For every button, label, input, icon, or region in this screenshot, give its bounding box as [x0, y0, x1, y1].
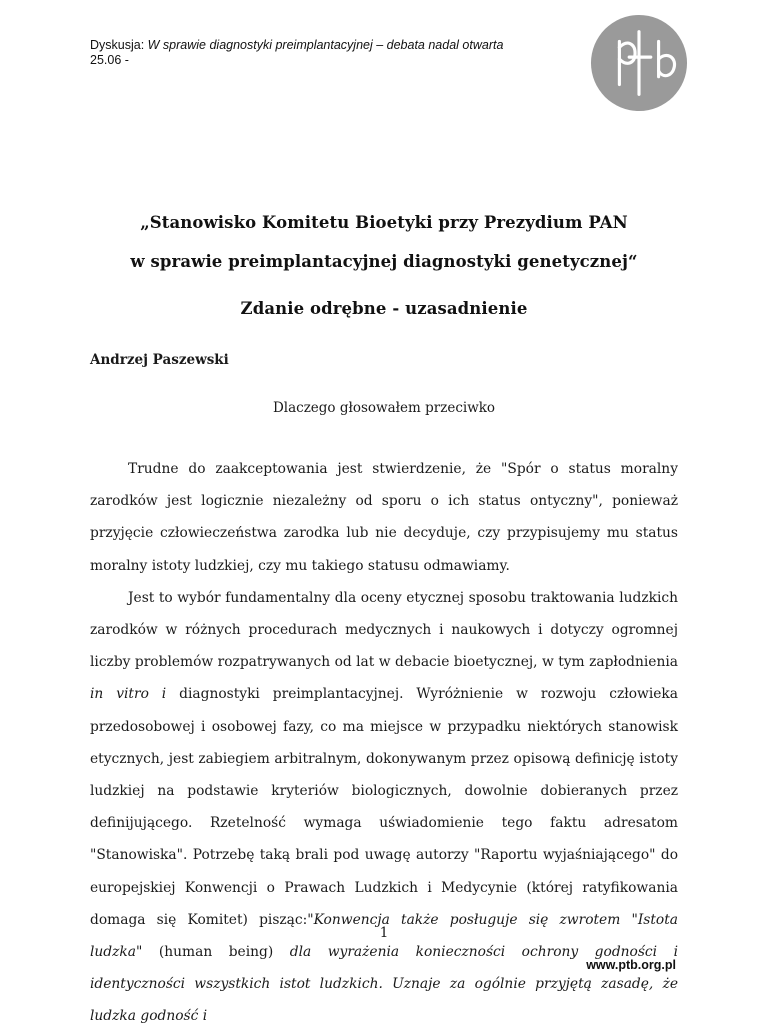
paragraph-2-part-a: Jest to wybór fundamentalny dla oceny etycznej sposobu traktowania ludzkich zarodków w różnych procedurach medycznych i naukowych i dotyczy ogromnej liczby problemów rozpatrywanych od lat w debacie bioetycznej, w tym zapłodnienia — [90, 589, 678, 671]
section-subtitle: Dlaczego głosowałem przeciwko — [272, 400, 496, 416]
paragraph-2-italic-end: dla wyrażenia konieczności ochrony godności i identyczności wszystkich istot ludzkich. Uznaje za ogólnie przyjętą zasadę, że ludzka godność i — [90, 944, 678, 1025]
paragraph-1: Trudne do zaakceptowania jest stwierdzenie, że "Spór o status moralny zarodków jest logicznie niezależny od sporu o ich status ontyczny", ponieważ przyjęcie człowieczeństwa zarodka lub nie decyduje, czy przypisujemy mu status moralny istoty ludzkiej, czy mu takiego statusu odmawiamy. — [90, 461, 678, 574]
paragraph-2-part-b: diagnostyki preimplantacyjnej. Wyróżnienie w rozwoju człowieka przedosobowej i osobowej fazy, co ma miejsce w przypadku niektórych stanowisk etycznych, jest zabiegiem arbitralnym, dokonywanym przez opisową definicję istoty ludzkiej na podstawie kryteriów biologicznych, dowolnie dobieranych przez definijującego. Rzetelność wymaga uświadomienie tego faktu adresatom "Stanowiska". Potrzebę taką brali pod uwagę autorzy "Raportu wyjaśniającego" do europejskiej Konwencji o Prawach Ludzkich i Medycynie (której ratyfikowania domaga się Komitet) pisząc:" — [90, 686, 678, 928]
title-line-3: Zdanie odrębne - uzasadnienie — [240, 299, 528, 318]
header-prefix: Dyskusja: — [90, 38, 148, 52]
footer-url: www.ptb.org.pl — [586, 958, 676, 972]
title-line-2: w sprawie preimplantacyjnej diagnostyki genetycznej“ — [130, 252, 638, 271]
paragraph-2-italic-quote: Konwencja także posługuje się zwrotem "Istota ludzka — [90, 911, 678, 961]
page-header — [90, 38, 503, 68]
ptb-logo — [590, 14, 688, 112]
paragraph-2-italic-in-vitro: in vitro i — [90, 686, 167, 703]
body-text — [90, 453, 678, 1033]
header-topic: W sprawie diagnostyki preimplantacyjnej – debata nadal otwarta — [147, 38, 504, 52]
header-topic-line — [90, 38, 503, 53]
header-date: 25.06 - — [90, 53, 129, 67]
page-number: 1 — [379, 925, 389, 941]
title-line-1: „Stanowisko Komitetu Bioetyki przy Prezydium PAN — [140, 213, 628, 232]
paragraph-2-part-c: " (human being) — [136, 944, 290, 961]
author-name: Andrzej Paszewski — [90, 352, 229, 368]
